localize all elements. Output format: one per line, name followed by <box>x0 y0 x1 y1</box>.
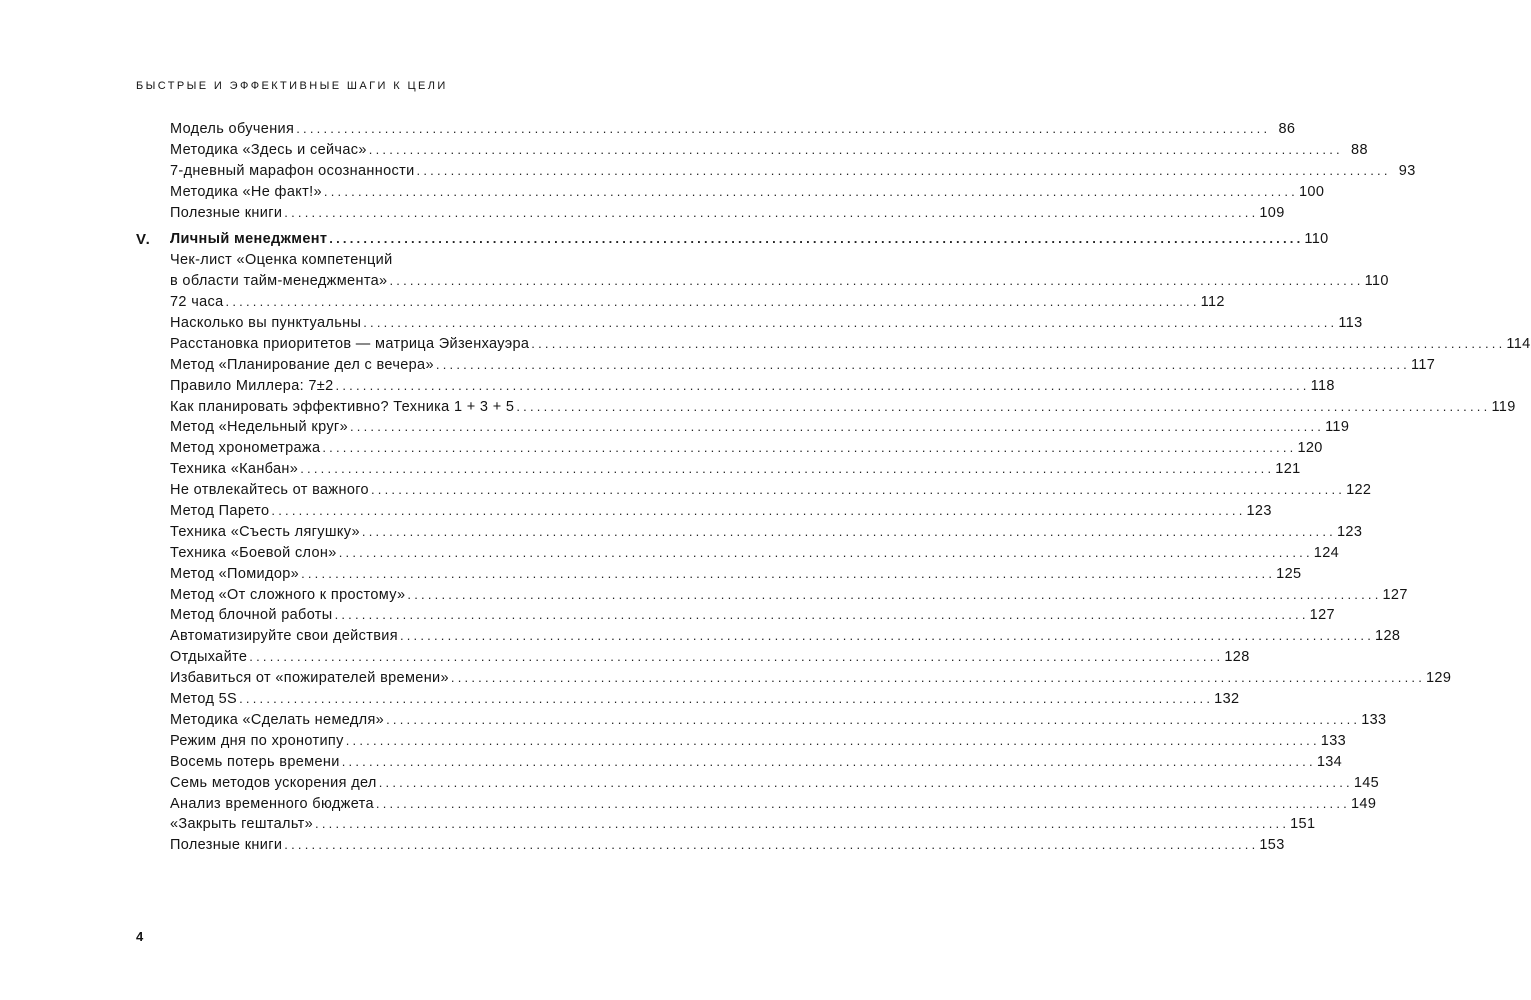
entry-title: Техника «Боевой слон» <box>170 544 337 561</box>
dot-leader: ............................................................................................................................................... <box>450 670 1426 686</box>
entry-page: 117 <box>1410 356 1436 373</box>
entry-page: 88 <box>1343 142 1368 158</box>
dot-leader: ............................................................................................................................................... <box>345 732 1320 748</box>
dot-leader: ............................................................................................................................................... <box>363 315 1338 331</box>
entry-title: Техника «Съесть лягушку» <box>170 523 360 540</box>
entry-page: 121 <box>1275 461 1301 478</box>
toc-entry[interactable] <box>136 141 1368 163</box>
dot-leader: ............................................................................................................................................... <box>335 377 1310 393</box>
entry-page: 93 <box>1391 163 1416 179</box>
toc-entry[interactable] <box>136 503 1272 524</box>
toc-entry[interactable] <box>136 774 1380 796</box>
dot-leader: ............................................................................................................................................... <box>284 837 1259 853</box>
dot-leader: ............................................................................................................................................... <box>435 356 1410 372</box>
dot-leader: ............................................................................................................................................... <box>225 294 1200 310</box>
entry-page: 100 <box>1298 183 1325 200</box>
entry-page: 118 <box>1310 377 1335 394</box>
dot-leader: ............................................................................................................................................... <box>315 816 1290 832</box>
entry-title: Режим дня по хронотипу <box>170 732 344 749</box>
dot-leader: ............................................................................................................................................... <box>361 523 1336 539</box>
toc-entry[interactable] <box>136 440 1323 461</box>
entry-title: Восемь потерь времени <box>170 753 340 770</box>
chapter-heading[interactable] <box>136 231 1329 252</box>
entry-title: 7-дневный марафон осознанности <box>170 162 415 179</box>
entry-title: Анализ временного бюджета <box>170 795 374 812</box>
entry-title: Метод «От сложного к простому» <box>170 586 406 603</box>
entry-title: Правило Миллера: 7±2 <box>170 377 334 394</box>
dot-leader: ............................................................................................................................................... <box>284 204 1259 220</box>
entry-page: 128 <box>1224 649 1250 666</box>
dot-leader: ............................................................................................................................................... <box>239 691 1214 707</box>
dot-leader: ............................................................................................................................................... <box>375 795 1350 811</box>
toc-section-top <box>136 121 1416 225</box>
entry-page: 124 <box>1313 544 1340 561</box>
toc-entry[interactable] <box>136 523 1363 545</box>
entry-page: 132 <box>1214 691 1240 708</box>
toc-entry[interactable] <box>136 753 1343 775</box>
toc-entry-checklist[interactable] <box>136 273 1389 294</box>
dot-leader: ............................................................................................................................................... <box>386 711 1361 727</box>
toc-entry[interactable] <box>136 837 1285 858</box>
toc-entry[interactable] <box>136 816 1316 837</box>
entry-page: 110 <box>1364 273 1389 290</box>
toc-entry[interactable] <box>136 482 1372 503</box>
entry-page: 122 <box>1346 482 1372 499</box>
toc-entry[interactable] <box>136 607 1335 628</box>
entry-page: 109 <box>1259 204 1285 221</box>
toc-entry[interactable] <box>136 565 1302 587</box>
toc-entry[interactable] <box>136 461 1301 482</box>
entry-page: 127 <box>1309 607 1335 624</box>
entry-page: 127 <box>1382 586 1408 603</box>
dot-leader: ............................................................................................................................................... <box>341 753 1316 769</box>
entry-title: Метод «Недельный круг» <box>170 419 348 436</box>
entry-title: Модель обучения <box>170 121 295 137</box>
dot-leader: ............................................................................................................................................... <box>370 482 1346 498</box>
entry-page: 86 <box>1270 121 1295 137</box>
entry-title: Метод Парето <box>170 503 270 520</box>
entry-page: 145 <box>1353 774 1380 791</box>
toc-entry[interactable] <box>136 544 1340 566</box>
entry-page: 112 <box>1200 294 1225 311</box>
entry-title: Метод 5S <box>170 691 238 708</box>
dot-leader: ............................................................................................................................................... <box>531 335 1506 351</box>
dot-leader: ............................................................................................................................................... <box>378 774 1353 790</box>
entry-page: 113 <box>1338 315 1363 332</box>
entry-page: 119 <box>1325 419 1350 436</box>
entry-title: Метод хронометража <box>170 440 321 457</box>
entry-page: 114 <box>1506 335 1531 352</box>
dot-leader: ............................................................................................................................................... <box>322 440 1297 456</box>
toc-entry[interactable] <box>136 315 1363 336</box>
toc-entry[interactable] <box>136 711 1387 733</box>
entry-page: 153 <box>1259 837 1285 854</box>
dot-leader: ............................................................................................................................................... <box>323 183 1298 199</box>
dot-leader: ............................................................................................................................................... <box>271 503 1246 519</box>
toc-entry[interactable] <box>136 628 1401 649</box>
dot-leader: ............................................................................................................................................... <box>296 121 1271 136</box>
entry-page: 128 <box>1375 628 1401 645</box>
entry-title: Метод «Помидор» <box>170 565 300 582</box>
toc-entry[interactable] <box>136 356 1436 378</box>
dot-leader: ............................................................................................................................................... <box>368 141 1343 157</box>
entry-title: Полезные книги <box>170 204 283 221</box>
toc-entry[interactable] <box>136 377 1335 399</box>
entry-title: Чек-лист «Оценка компетенций <box>170 252 393 269</box>
entry-title: Отдыхайте <box>170 649 248 666</box>
entry-title: Автоматизируйте свои действия <box>170 628 398 645</box>
toc-entry[interactable] <box>136 691 1240 712</box>
toc-entry[interactable] <box>136 162 1416 184</box>
entry-page: 149 <box>1350 795 1377 812</box>
entry-title: Методика «Не факт!» <box>170 183 322 200</box>
dot-leader: ............................................................................................................................................... <box>300 461 1275 477</box>
entry-title: Полезные книги <box>170 837 283 854</box>
toc-entry[interactable] <box>136 204 1285 226</box>
toc-entry[interactable] <box>136 670 1452 691</box>
toc-entry[interactable] <box>136 398 1516 420</box>
toc-entry[interactable] <box>136 795 1377 817</box>
entry-page: 125 <box>1276 565 1302 582</box>
entry-title: 72 часа <box>170 294 224 311</box>
chapter-title: Личный менеджмент <box>170 231 328 248</box>
dot-leader: ............................................................................................................................................... <box>338 544 1313 560</box>
page-number: 4 <box>136 929 144 944</box>
dot-leader: ............................................................................................................................................... <box>249 649 1224 665</box>
toc-entry[interactable] <box>136 335 1531 357</box>
running-head: БЫСТРЫЕ И ЭФФЕКТИВНЫЕ ШАГИ К ЦЕЛИ <box>136 80 448 92</box>
entry-page: 129 <box>1426 670 1452 687</box>
dot-leader: ............................................................................................................................................... <box>416 162 1391 178</box>
entry-title: Метод блочной работы <box>170 607 333 624</box>
entry-page: 134 <box>1316 753 1343 770</box>
dot-leader: ............................................................................................................................................... <box>407 586 1382 602</box>
entry-title: Как планировать эффективно? Техника 1 + 3 + 5 <box>170 398 515 415</box>
dot-leader: ............................................................................................................................................... <box>516 398 1491 414</box>
entry-title: Не отвлекайтесь от важного <box>170 482 369 499</box>
entry-title: в области тайм-менеджмента» <box>170 273 388 290</box>
dot-leader: ............................................................................................................................................... <box>349 419 1325 435</box>
entry-page: 123 <box>1246 503 1272 520</box>
entry-title: Методика «Сделать немедля» <box>170 711 385 728</box>
entry-page: 151 <box>1290 816 1316 833</box>
entry-page: 120 <box>1297 440 1323 457</box>
toc-section-bottom <box>136 294 1531 858</box>
entry-title: Насколько вы пунктуальны <box>170 315 362 332</box>
dot-leader: ............................................................................................................................................... <box>301 565 1276 581</box>
entry-title: «Закрыть гештальт» <box>170 816 314 833</box>
entry-page: 133 <box>1361 711 1387 728</box>
entry-page: 119 <box>1491 398 1516 415</box>
toc-entry[interactable] <box>136 183 1325 205</box>
toc-entry[interactable] <box>136 586 1408 608</box>
chapter-page: 110 <box>1304 231 1329 248</box>
toc-entry[interactable] <box>136 294 1225 315</box>
table-of-contents <box>136 121 1531 858</box>
entry-page: 133 <box>1320 732 1347 749</box>
toc-entry[interactable] <box>136 419 1350 440</box>
toc-entry[interactable] <box>136 121 1296 142</box>
dot-leader: ............................................................................................................................................... <box>389 273 1364 289</box>
chapter-number: V. <box>136 231 151 249</box>
entry-page: 123 <box>1337 523 1363 540</box>
entry-title: Избавиться от «пожирателей времени» <box>170 670 449 687</box>
dot-leader: ............................................................................................................................................... <box>334 607 1309 623</box>
toc-entry[interactable] <box>136 649 1250 670</box>
dot-leader: ............................................................................................................................................... <box>329 231 1304 247</box>
dot-leader: ............................................................................................................................................... <box>399 628 1375 644</box>
toc-entry[interactable] <box>136 732 1347 754</box>
toc-entry-checklist-line1[interactable] <box>136 252 702 273</box>
entry-title: Методика «Здесь и сейчас» <box>170 141 367 158</box>
entry-title: Техника «Канбан» <box>170 461 299 478</box>
entry-title: Семь методов ускорения дел <box>170 774 377 791</box>
entry-title: Метод «Планирование дел с вечера» <box>170 356 434 373</box>
entry-title: Расстановка приоритетов — матрица Эйзенхауэра <box>170 335 530 352</box>
